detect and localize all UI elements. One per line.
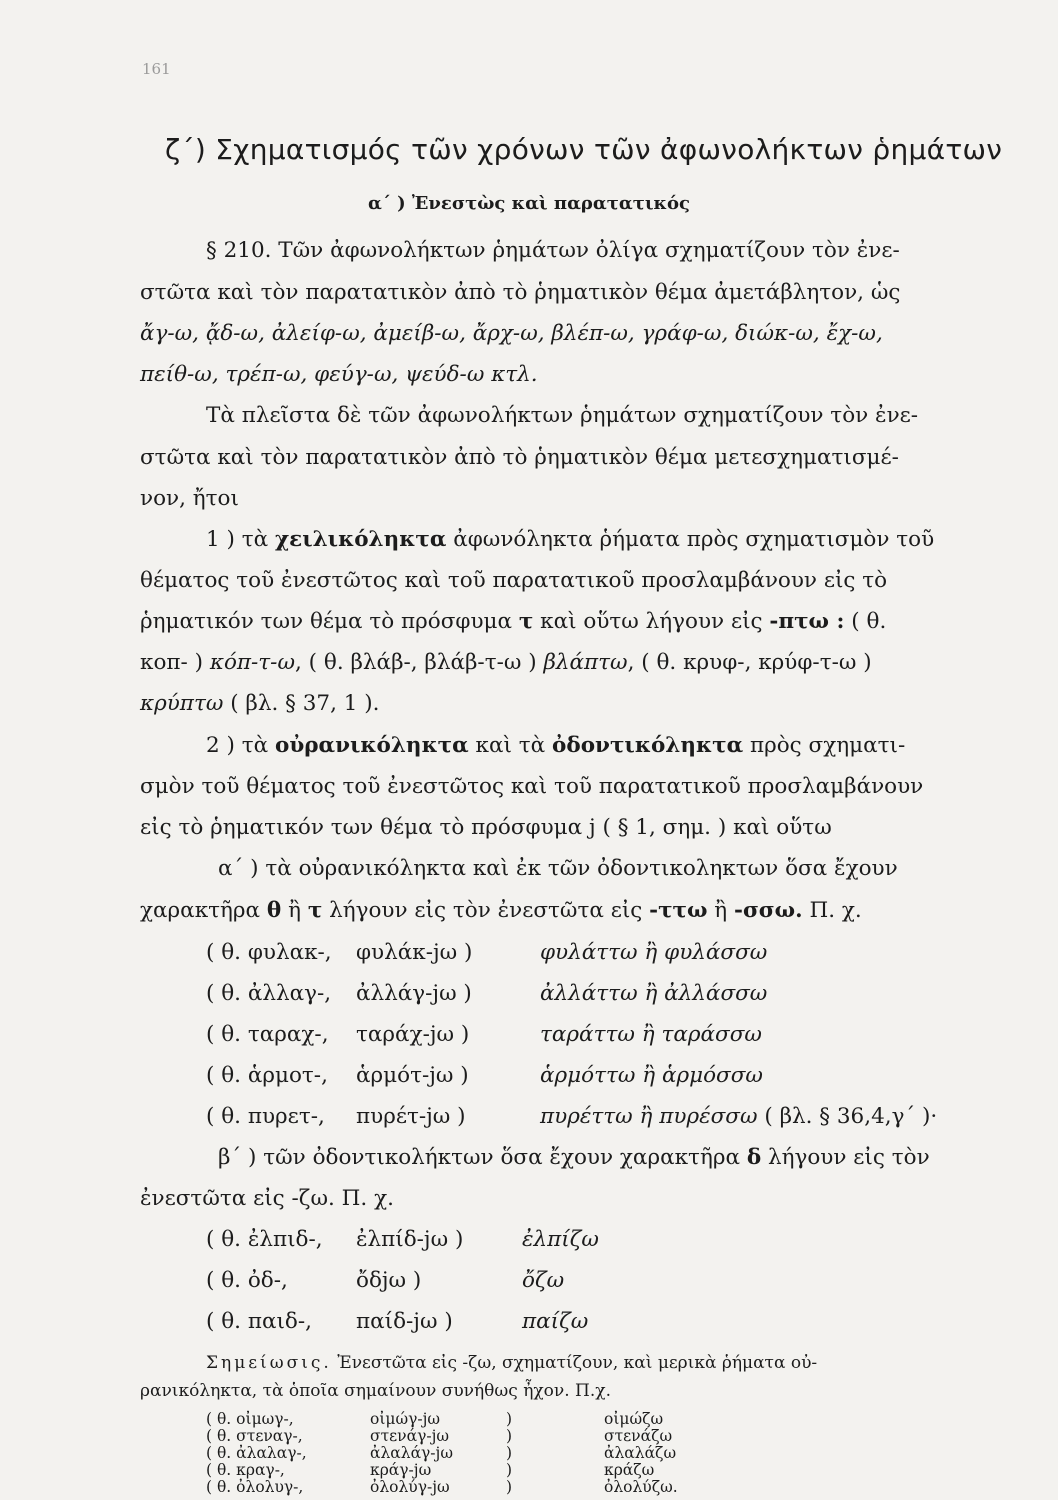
note-line1: Σημείωσις. Ἐνεστῶτα εἰς -ζω, σχηματίζουν, καὶ μερικὰ ῥήματα οὐ-: [206, 1353, 818, 1373]
table-a-jform: φυλάκ-jω ): [356, 940, 473, 965]
note-table-jform: ἀλαλάγ-jω: [370, 1444, 453, 1462]
note-table-jform: ὀλολύγ-jω: [370, 1478, 450, 1496]
table-a-jform: ταράχ-jω ): [356, 1022, 470, 1047]
note-table-result: στενάζω: [604, 1427, 673, 1445]
para2-line1: Τὰ πλεῖστα δὲ τῶν ἀφωνολήκτων ῥημάτων σχηματίζουν τὸν ἐνε-: [206, 403, 919, 428]
item1-line2: θέματος τοῦ ἐνεστῶτος καὶ τοῦ παρατατικοῦ προσλαμβάνουν εἰς τὸ: [140, 568, 888, 593]
term-labial: χειλικόληκτα: [274, 527, 447, 552]
note-table-result: ἀλαλάζω: [604, 1444, 677, 1462]
table-b-stem: ( θ. ὀδ-,: [206, 1268, 288, 1293]
item1-line1: 1 ) τὰ χειλικόληκτα ἀφωνόληκτα ῥήματα πρὸς σχηματισμὸν τοῦ: [206, 527, 935, 552]
table-b-result: παίζω: [522, 1309, 589, 1334]
sub-a-line1: α΄ ) τὰ οὐρανικόληκτα καὶ ἐκ τῶν ὀδοντικοληκτων ὅσα ἔχουν: [218, 856, 898, 881]
note-table-jform: κράγ-jω: [370, 1461, 432, 1479]
table-a-result: ἁρμόττω ἢ ἁρμόσσω: [540, 1063, 763, 1088]
para1-line4: πείθ-ω, τρέπ-ω, φεύγ-ω, ψεύδ-ω κτλ.: [140, 362, 538, 387]
table-b-jform: ἐλπίδ-jω ): [356, 1227, 464, 1252]
item2-line1: 2 ) τὰ οὐρανικόληκτα καὶ τὰ ὀδοντικόληκτα πρὸς σχηματι-: [206, 733, 906, 758]
table-a-stem: ( θ. ἁρμοτ-,: [206, 1063, 328, 1088]
table-a-stem: ( θ. ταραχ-,: [206, 1022, 329, 1047]
note-table-close: ): [506, 1444, 513, 1462]
table-b-result: ὄζω: [522, 1268, 565, 1293]
table-a-stem: ( θ. πυρετ-,: [206, 1104, 325, 1129]
note-table-close: ): [506, 1410, 513, 1428]
note-label: Σημείωσις.: [206, 1353, 332, 1373]
term-palatal: οὐρανικόληκτα: [274, 733, 469, 758]
para1-line1: § 210. Τῶν ἀφωνολήκτων ῥημάτων ὀλίγα σχηματίζουν τὸν ἐνε-: [206, 238, 900, 263]
note-line2: ρανικόληκτα, τὰ ὁποῖα σημαίνουν συνήθως ἦχον. Π.χ.: [140, 1381, 611, 1401]
table-a-result: ταράττω ἢ ταράσσω: [540, 1022, 762, 1047]
para1-line2: στῶτα καὶ τὸν παρατατικὸν ἀπὸ τὸ ῥηματικὸν θέμα ἀμετάβλητον, ὡς: [140, 280, 901, 305]
table-a-result: ἀλλάττω ἢ ἀλλάσσω: [540, 981, 768, 1006]
para1-line3: ἄγ-ω, ᾄδ-ω, ἀλείφ-ω, ἀμείβ-ω, ἄρχ-ω, βλέπ-ω, γράφ-ω, διώκ-ω, ἔχ-ω,: [140, 321, 883, 346]
sub-a-line2: χαρακτῆρα θ ἢ τ λήγουν εἰς τὸν ἐνεστῶτα εἰς -ττω ἢ -σσω. Π. χ.: [140, 898, 862, 923]
page-number: 161: [142, 60, 171, 78]
para2-line2: στῶτα καὶ τὸν παρατατικὸν ἀπὸ τὸ ῥηματικὸν θέμα μετεσχηματισμέ-: [140, 445, 899, 470]
note-table-close: ): [506, 1427, 513, 1445]
note-table-result: οἰμώζω: [604, 1410, 664, 1428]
table-a-jform: πυρέτ-jω ): [356, 1104, 466, 1129]
note-table-jform: οἰμώγ-jω: [370, 1410, 441, 1428]
sub-b-line1: β΄ ) τῶν ὀδοντικολήκτων ὅσα ἔχουν χαρακτῆρα δ λήγουν εἰς τὸν: [218, 1145, 930, 1170]
table-a-jform: ἁρμότ-jω ): [356, 1063, 469, 1088]
note-table-close: ): [506, 1478, 513, 1496]
note-table-close: ): [506, 1461, 513, 1479]
note-table-stem: ( θ. ὀλολυγ-,: [206, 1478, 304, 1496]
para2-line3: νον, ἤτοι: [140, 486, 239, 511]
table-a-result-with-note: πυρέττω ἢ πυρέσσω ( βλ. § 36,4,γ΄ )·: [540, 1104, 938, 1129]
note-table-stem: ( θ. οἰμωγ-,: [206, 1410, 294, 1428]
item1-line4: κοπ- ) κόπ-τ-ω, ( θ. βλάβ-, βλάβ-τ-ω ) βλάπτω, ( θ. κρυφ-, κρύφ-τ-ω ): [140, 650, 872, 675]
subheading: α΄ ) Ἐνεστὼς καὶ παρατατικός: [367, 193, 690, 214]
note-table-stem: ( θ. στεναγ-,: [206, 1427, 303, 1445]
note-table-stem: ( θ. κραγ-,: [206, 1461, 285, 1479]
item2-line3: εἰς τὸ ῥηματικόν των θέμα τὸ πρόσφυμα j ( § 1, σημ. ) καὶ οὕτω: [140, 815, 832, 840]
table-b-stem: ( θ. παιδ-,: [206, 1309, 312, 1334]
item1-line5: κρύπτω ( βλ. § 37, 1 ).: [140, 691, 380, 716]
table-b-stem: ( θ. ἐλπιδ-,: [206, 1227, 323, 1252]
item1-line3: ῥηματικόν των θέμα τὸ πρόσφυμα τ καὶ οὕτω λήγουν εἰς -πτω : ( θ.: [140, 609, 887, 634]
note-table-result: κράζω: [604, 1461, 655, 1479]
table-a-stem: ( θ. φυλακ-,: [206, 940, 332, 965]
note-table-result: ὀλολύζω.: [604, 1478, 678, 1496]
table-a-jform: ἀλλάγ-jω ): [356, 981, 472, 1006]
table-b-result: ἐλπίζω: [522, 1227, 599, 1252]
table-a-stem: ( θ. ἀλλαγ-,: [206, 981, 332, 1006]
sub-b-line2: ἐνεστῶτα εἰς -ζω. Π. χ.: [140, 1186, 394, 1211]
note-table-jform: στενάγ-jω: [370, 1427, 450, 1445]
term-dental: ὀδοντικόληκτα: [552, 733, 744, 758]
item2-line2: σμὸν τοῦ θέματος τοῦ ἐνεστῶτος καὶ τοῦ παρατατικοῦ προσλαμβάνουν: [140, 774, 924, 799]
section-heading: ζ΄) Σχηματισμός τῶν χρόνων τῶν ἀφωνολήκτων ῥημάτων: [165, 133, 1003, 166]
note-table-stem: ( θ. ἀλαλαγ-,: [206, 1444, 307, 1462]
table-a-result: φυλάττω ἢ φυλάσσω: [540, 940, 768, 965]
table-b-jform: παίδ-jω ): [356, 1309, 453, 1334]
table-b-jform: ὄδjω ): [356, 1268, 422, 1293]
